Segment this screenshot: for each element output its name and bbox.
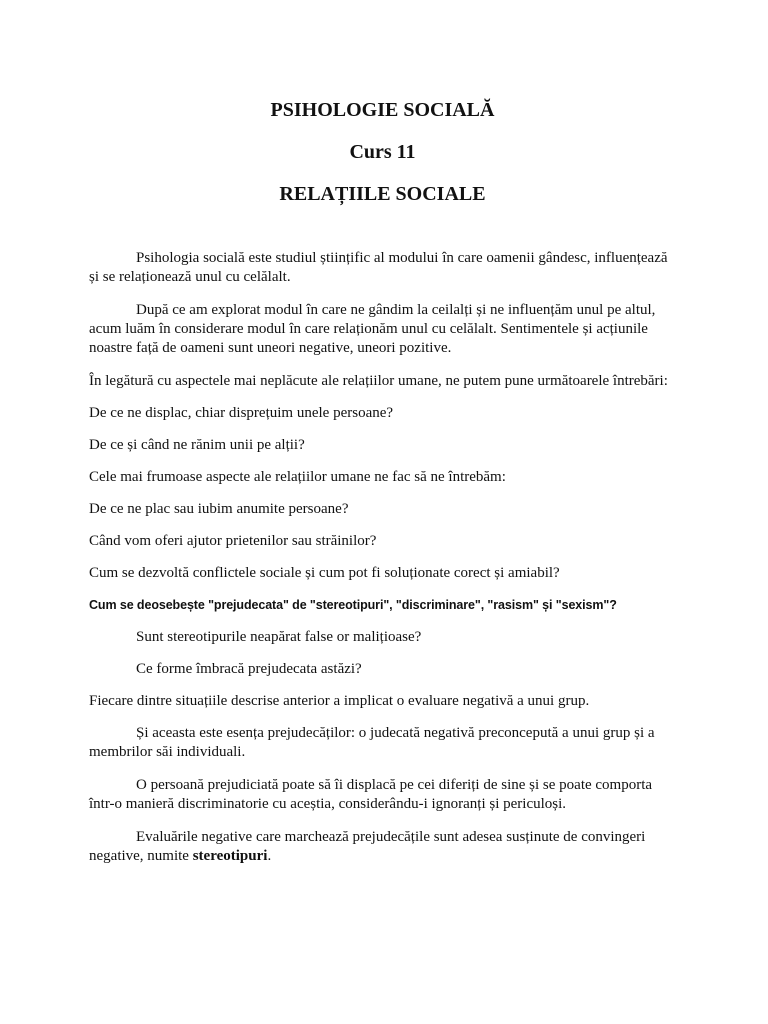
question-prejudice-forms: Ce forme îmbracă prejudecata astăzi? <box>136 661 362 677</box>
question-dislike: De ce ne displac, chiar disprețuim unele persoane? <box>89 405 394 421</box>
question-conflict: Cum se dezvoltă conflictele sociale și cum pot fi soluționate corect și amiabil? <box>89 565 560 581</box>
question-help: Când vom oferi ajutor prietenilor sau străinilor? <box>89 533 377 549</box>
paragraph-prejudice-essence: Și aceasta este esența prejudecăților: o judecată negativă preconcepută a unui grup și a membrilor săi individuali. <box>89 725 655 760</box>
document-title: PSIHOLOGIE SOCIALĂ <box>270 99 495 121</box>
paragraph-negative-evaluation: Fiecare dintre situațiile descrise anterior a implicat o evaluare negativă a unui grup. <box>89 693 590 709</box>
question-like-love: De ce ne plac sau iubim anumite persoane? <box>89 501 349 517</box>
paragraph-intro: Psihologia socială este studiul științific al modului în care oamenii gândesc, influențează și se relaționează unul cu celălalt. <box>89 250 668 285</box>
document-subtitle: RELAȚIILE SOCIALE <box>279 183 486 205</box>
question-stereotypes-false: Sunt stereotipurile neapărat false or malițioase? <box>136 629 422 645</box>
document-body <box>89 249 676 866</box>
paragraph-prejudiced-person: O persoană prejudiciată poate să îi displacă pe cei diferiți de sine și se poate comporta într-o manieră discriminatorie cu aceștia, considerându-i ignoranți și periculoși. <box>89 777 653 812</box>
paragraph-unpleasant-aspects: În legătură cu aspectele mai neplăcute ale relațiilor umane, ne putem pune următoarele întrebări: <box>89 373 668 389</box>
title-block <box>89 0 676 208</box>
paragraph-beautiful-aspects: Cele mai frumoase aspecte ale relațiilor umane ne fac să ne întrebăm: <box>89 469 506 485</box>
course-number: Curs 11 <box>349 141 416 163</box>
stereotypes-term: stereotipuri <box>192 848 268 864</box>
paragraph-stereotypes-end: . <box>267 848 272 864</box>
paragraph-stereotypes-text: Evaluările negative care marchează prejudecățile sunt adesea susținute de convingeri negative, numite <box>89 829 646 864</box>
paragraph-stereotypes <box>89 828 676 866</box>
question-hurt: De ce și când ne rănim unii pe alții? <box>89 437 305 453</box>
question-prejudice-difference: Cum se deosebește "prejudecata" de "stereotipuri", "discriminare", "rasism" și "sexism"? <box>89 598 617 612</box>
paragraph-relations: După ce am explorat modul în care ne gândim la ceilalți și ne influențăm unul pe altul, acum luăm în considerare modul în care relaționăm unul cu celălalt. Sentimentele și acțiunile noastre față de oameni sunt uneori negative, uneori pozitive. <box>89 302 656 356</box>
